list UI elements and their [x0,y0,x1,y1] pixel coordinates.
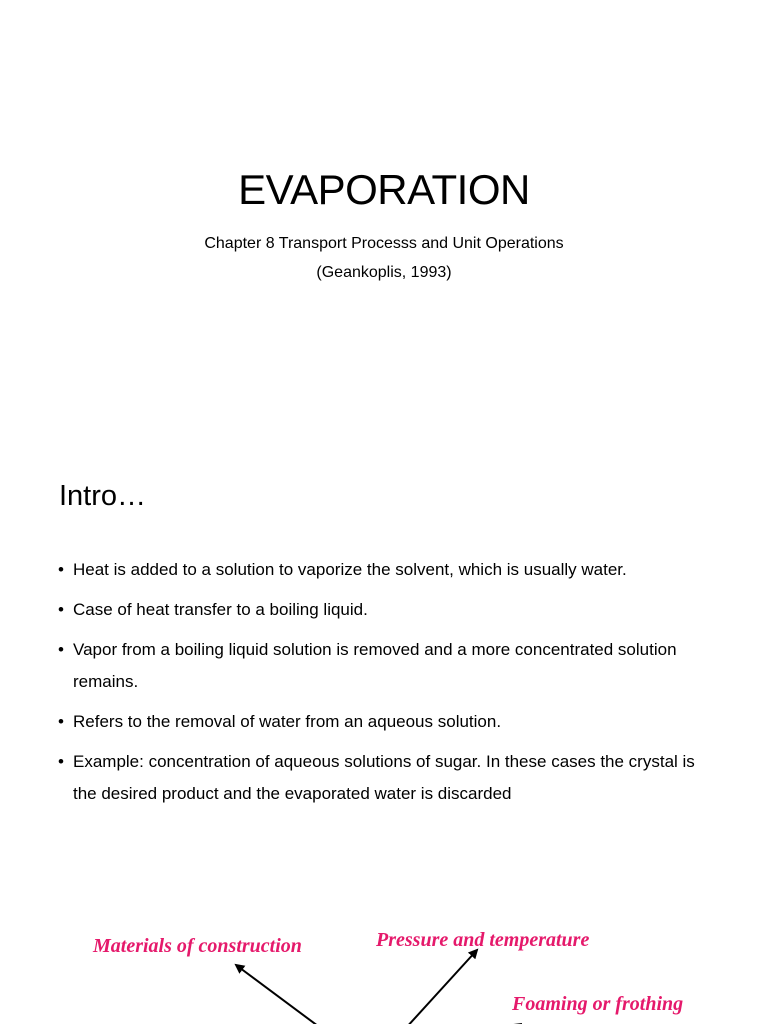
arrow-to-materials [236,965,322,1024]
section-title: Intro… [59,480,147,512]
diagram-slide [0,864,768,1024]
slide-subtitle [0,229,768,287]
bullet-dot: • [58,560,64,579]
subtitle-line-2: (Geankoplis, 1993) [316,264,452,281]
bullet-item [58,746,718,810]
intro-slide [0,432,768,864]
title-slide [0,0,768,432]
bullet-list [58,554,718,818]
bullet-text: Vapor from a boiling liquid solution is removed and a more concentrated solution remains. [73,640,677,691]
bullet-text: Case of heat transfer to a boiling liquid. [73,600,368,619]
bullet-text: Refers to the removal of water from an aqueous solution. [73,712,502,731]
bullet-dot: • [58,752,64,771]
subtitle-line-1: Chapter 8 Transport Processs and Unit Operations [204,235,564,252]
bullet-item [58,706,718,738]
bullet-dot: • [58,640,64,659]
label-materials-of-construction: Materials of construction [93,935,302,957]
slide-title: EVAPORATION [238,166,530,213]
bullet-dot: • [58,712,64,731]
bullet-text: Example: concentration of aqueous solutions of sugar. In these cases the crystal is the desired product and the evaporated water is discarded [73,752,695,803]
bullet-dot: • [58,600,64,619]
bullet-text: Heat is added to a solution to vaporize the solvent, which is usually water. [73,560,627,579]
arrow-to-pressure [405,950,477,1024]
bullet-item [58,594,718,626]
bullet-item [58,634,718,698]
bullet-item [58,554,718,586]
label-pressure-and-temperature: Pressure and temperature [376,929,590,951]
label-foaming-or-frothing: Foaming or frothing [512,993,684,1015]
